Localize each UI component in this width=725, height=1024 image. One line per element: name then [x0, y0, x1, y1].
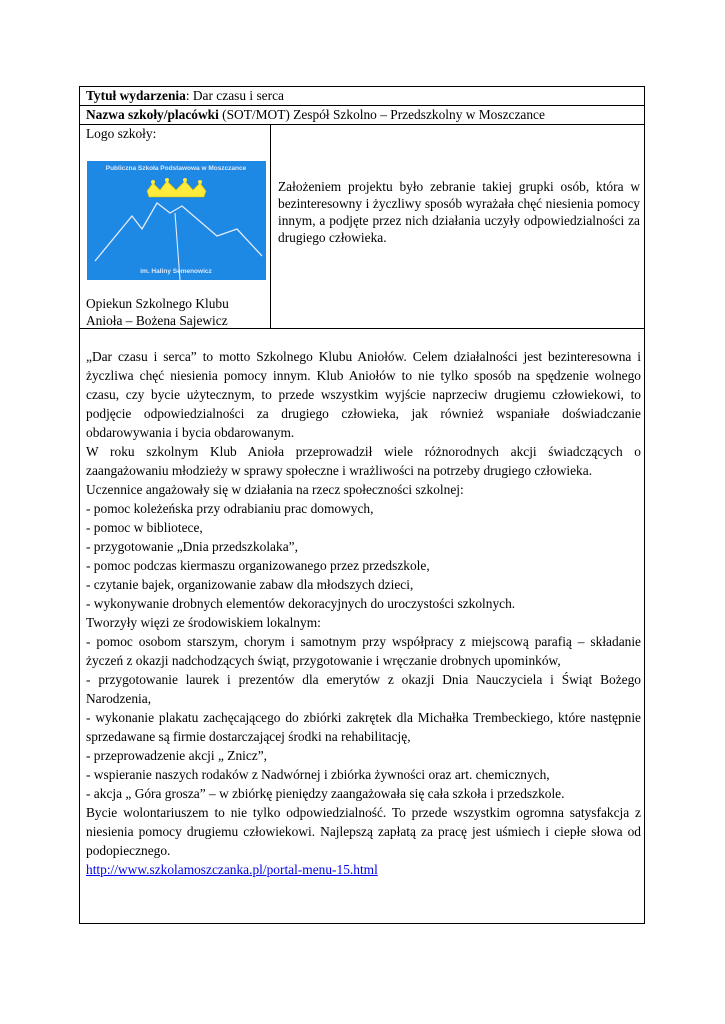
- supervisor-line-2: Anioła – Bożena Sajewicz: [86, 313, 228, 328]
- paragraph: Bycie wolontariuszem to nie tylko odpowiedzialność. To przede wszystkim ogromna satysfakcja z niesienia pomocy drugiemu człowiekowi. Najlepszą zapłatą za pracę jest uśmiech i ciepłe słowa od podopiecznego.: [86, 805, 641, 858]
- supervisor-line-1: Opiekun Szkolnego Klubu: [86, 296, 229, 311]
- logo-section: [80, 125, 644, 329]
- list-item: - przygotowanie „Dnia przedszkolaka”,: [86, 539, 298, 554]
- event-form-table: [79, 86, 645, 924]
- logo-label: Logo szkoły:: [86, 126, 157, 141]
- paragraph: „Dar czasu i serca” to motto Szkolnego Klubu Aniołów. Celem działalności jest bezinteresowna i życzliwa chęć niesienia pomocy innym. Klub Aniołów to nie tylko sposób na spędzenie wolnego czasu, czy bycie użytecznym, to przede wszystkim wyjście naprzeciw drugiemu człowiekowi, to podjęcie odpowiedzialności za drugiego człowieka, jak również wspaniałe doświadczanie obdarowywania i bycia obdarowanym.: [86, 349, 641, 440]
- crown-jewel: [198, 180, 202, 184]
- report-body: [86, 347, 641, 879]
- list-item: - pomoc koleżeńska przy odrabianiu prac domowych,: [86, 501, 374, 516]
- paragraph: Tworzyły więzi ze środowiskiem lokalnym:: [86, 615, 321, 630]
- list-item: - wspieranie naszych rodaków z Nadwórnej i zbiórka żywności oraz art. chemicznych,: [86, 767, 550, 782]
- list-item: - wykonanie plakatu zachęcającego do zbiórki zakrętek dla Michałka Trembeckiego, które następnie sprzedawane są firmie dostarczającej środki na rehabilitację,: [86, 710, 641, 744]
- crown-jewel: [165, 178, 169, 182]
- title-value: : Dar czasu i serca: [185, 88, 284, 103]
- list-item: - pomoc podczas kiermaszu organizowanego przez przedszkole,: [86, 558, 430, 573]
- crown-jewel: [183, 178, 187, 182]
- list-item: - pomoc w bibliotece,: [86, 520, 203, 535]
- list-item: - pomoc osobom starszym, chorym i samotnym przy współpracy z miejscową parafią – składanie życzeń z okazji nadchodzących świąt, przygotowanie i wręczanie drobnych upominków,: [86, 634, 641, 668]
- school-row: [80, 106, 644, 125]
- school-portal-link[interactable]: http://www.szkolamoszczanka.pl/portal-menu-15.html: [86, 862, 378, 877]
- school-logo: [87, 161, 266, 280]
- paragraph: W roku szkolnym Klub Anioła przeprowadził wiele różnorodnych akcji świadczących o zaangażowaniu młodzieży w sprawy społeczne i wrażliwości na potrzeby drugiego człowieka.: [86, 444, 641, 478]
- school-value: (SOT/MOT) Zespół Szkolno – Przedszkolny w Moszczance: [218, 107, 545, 122]
- paragraph: Uczennice angażowały się w działania na rzecz społeczności szkolnej:: [86, 482, 464, 497]
- list-item: - akcja „ Góra grosza” – w zbiórkę pieniędzy zaangażowała się cała szkoła i przedszkole.: [86, 786, 565, 801]
- list-item: - przeprowadzenie akcji „ Znicz”,: [86, 748, 268, 763]
- crown-jewel: [151, 180, 155, 184]
- title-row: [80, 87, 644, 106]
- about-cell: [271, 125, 644, 328]
- list-item: - wykonywanie drobnych elementów dekoracyjnych do uroczystości szkolnych.: [86, 596, 516, 611]
- school-label: Nazwa szkoły/placówki: [86, 107, 219, 122]
- logo-bottom-text: im. Haliny Semenowicz: [140, 268, 212, 275]
- list-item: - przygotowanie laurek i prezentów dla emerytów z okazji Dnia Nauczyciela i Świąt Bożego Narodzenia,: [86, 672, 641, 706]
- project-description: Założeniem projektu było zebranie takiej grupki osób, która w bezinteresowny i życzliwy sposób wyrażała chęć niesienia pomocy innym, a podjęte przez nich działania uczyły odpowiedzialności za drugiego człowieka.: [278, 179, 640, 245]
- club-supervisor: [86, 295, 229, 329]
- list-item: - czytanie bajek, organizowanie zabaw dla młodszych dzieci,: [86, 577, 414, 592]
- logo-background: [87, 161, 266, 280]
- logo-cell: [80, 125, 271, 328]
- logo-top-text: Publiczna Szkoła Podstawowa w Moszczance: [105, 165, 247, 172]
- title-label: Tytuł wydarzenia: [86, 88, 186, 103]
